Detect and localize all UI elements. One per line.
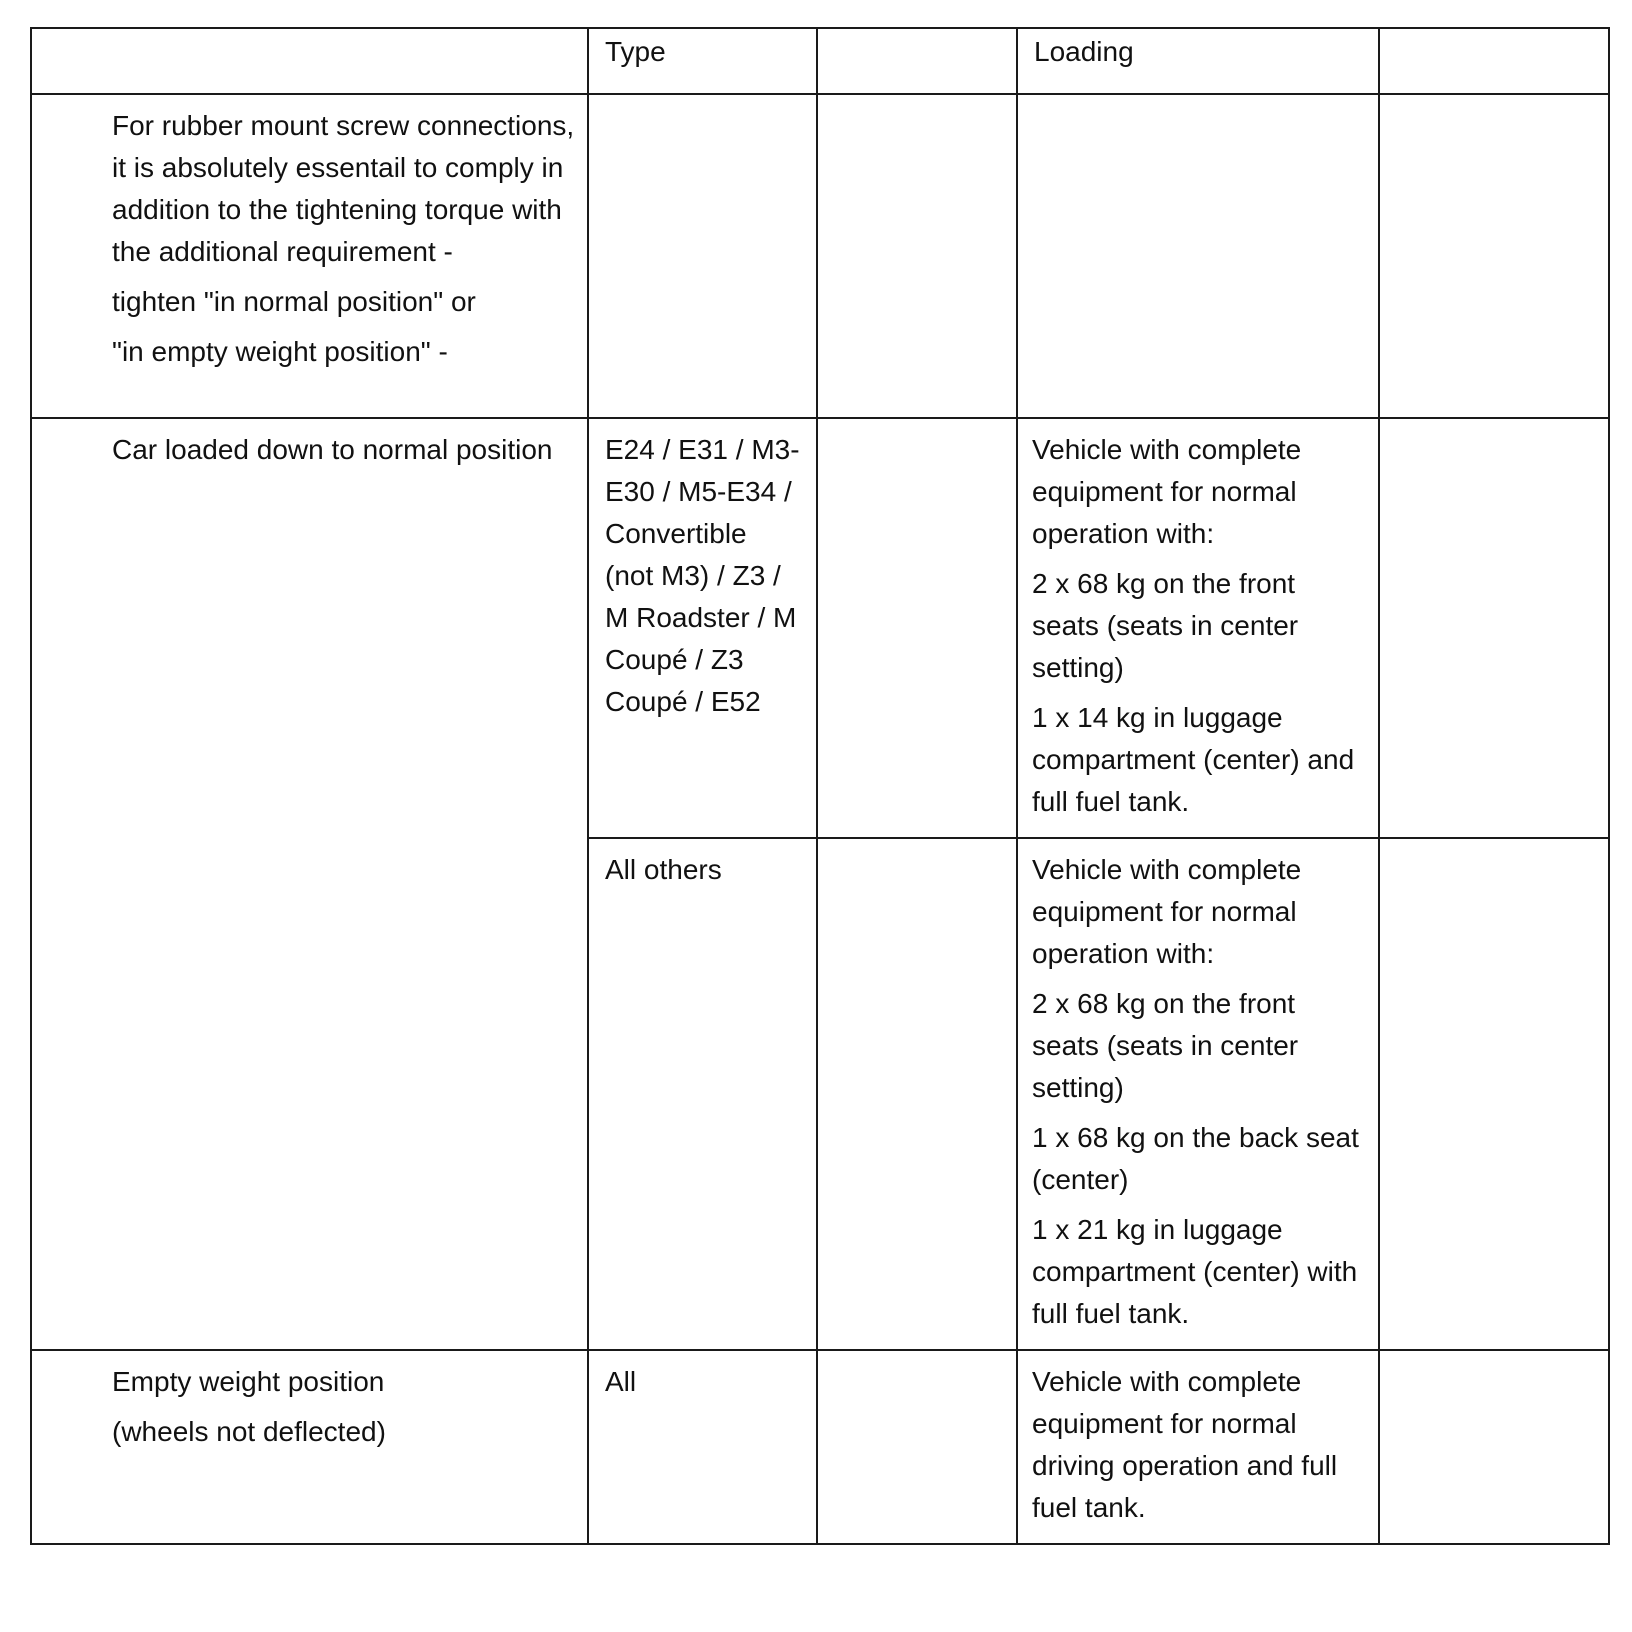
table-header-row xyxy=(31,28,1609,94)
loading-paragraph: 1 x 21 kg in luggage compartment (center) with full fuel tank. xyxy=(1032,1214,1358,1329)
type-cell: All xyxy=(588,1350,817,1544)
loading-paragraph: 1 x 14 kg in luggage compartment (center) and full fuel tank. xyxy=(1032,702,1355,817)
empty-cell xyxy=(817,838,1017,1350)
empty-cell xyxy=(817,1350,1017,1544)
empty-cell xyxy=(1017,94,1379,418)
note-paragraph: "in empty weight position" - xyxy=(112,336,448,367)
header-blank-1 xyxy=(817,28,1017,94)
empty-cell xyxy=(817,94,1017,418)
empty-weight-label-line: Empty weight position xyxy=(112,1366,385,1397)
note-cell xyxy=(31,94,588,418)
loading-cell: Vehicle with complete equipment for normal driving operation and full fuel tank. xyxy=(1017,1350,1379,1544)
loading-paragraph: 2 x 68 kg on the front seats (seats in center setting) xyxy=(1032,988,1299,1103)
empty-weight-label xyxy=(31,1350,588,1544)
empty-weight-label-line: (wheels not deflected) xyxy=(112,1416,386,1447)
table-row-empty-weight xyxy=(31,1350,1609,1544)
loading-paragraph: Vehicle with complete equipment for normal operation with: xyxy=(1032,434,1302,549)
loading-cell xyxy=(1017,418,1379,838)
torque-loading-table xyxy=(30,27,1610,1545)
note-paragraph: For rubber mount screw connections, it is absolutely essentail to comply in addition to the tightening torque with the additional requirement - xyxy=(112,110,575,267)
type-cell: E24 / E31 / M3-E30 / M5-E34 / Convertible (not M3) / Z3 / M Roadster / M Coupé / Z3 Coupé / E52 xyxy=(588,418,817,838)
header-description xyxy=(31,28,588,94)
table-row-normal-specific xyxy=(31,418,1609,838)
empty-cell xyxy=(1379,1350,1609,1544)
empty-cell xyxy=(1379,838,1609,1350)
note-paragraph: tighten "in normal position" or xyxy=(112,286,476,317)
loading-cell xyxy=(1017,838,1379,1350)
normal-position-label: Car loaded down to normal position xyxy=(31,418,588,1350)
empty-cell xyxy=(817,418,1017,838)
empty-cell xyxy=(1379,418,1609,838)
table-row-note xyxy=(31,94,1609,418)
header-blank-2 xyxy=(1379,28,1609,94)
header-loading: Loading xyxy=(1017,28,1379,94)
type-cell: All others xyxy=(588,838,817,1350)
empty-cell xyxy=(588,94,817,418)
loading-paragraph: 2 x 68 kg on the front seats (seats in center setting) xyxy=(1032,568,1299,683)
loading-paragraph: Vehicle with complete equipment for normal operation with: xyxy=(1032,854,1302,969)
empty-cell xyxy=(1379,94,1609,418)
loading-paragraph: 1 x 68 kg on the back seat (center) xyxy=(1032,1122,1359,1195)
header-type: Type xyxy=(588,28,817,94)
